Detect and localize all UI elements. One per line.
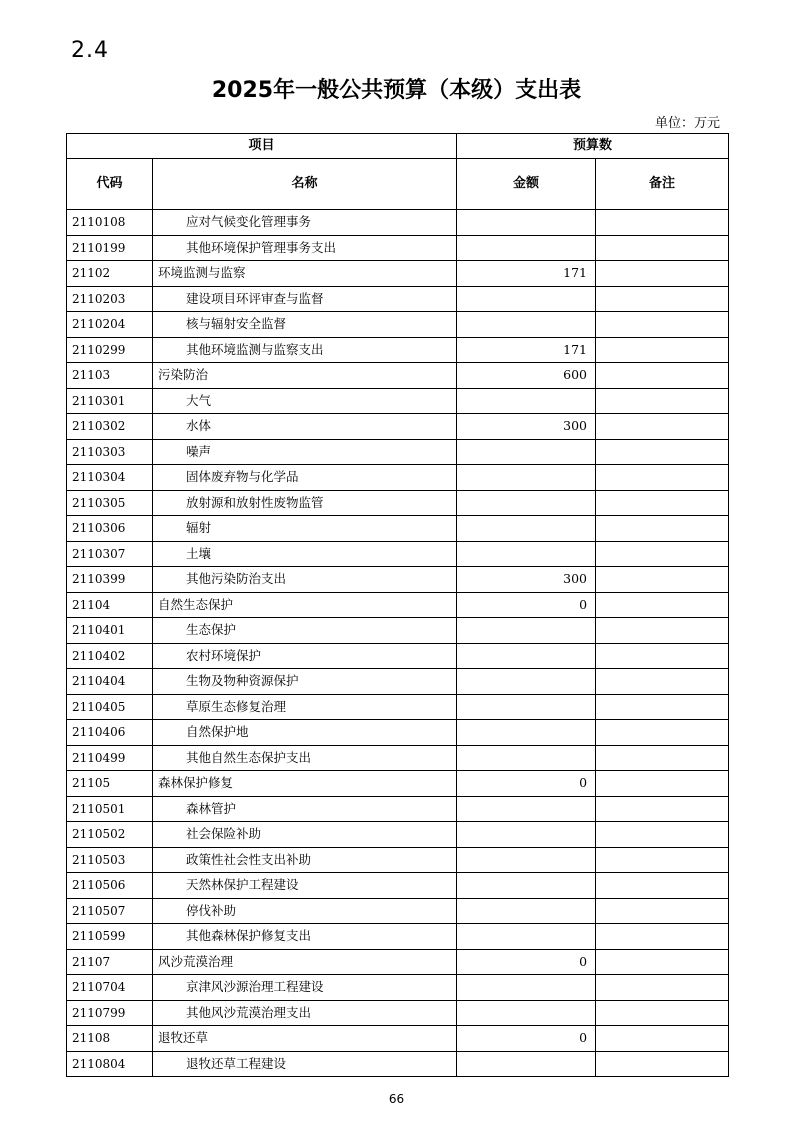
row-code: 2110704 bbox=[67, 975, 153, 1001]
row-name: 其他环境监测与监察支出 bbox=[153, 337, 457, 363]
row-name: 停伐补助 bbox=[153, 898, 457, 924]
row-code: 2110506 bbox=[67, 873, 153, 899]
row-amount bbox=[457, 388, 596, 414]
row-code: 2110108 bbox=[67, 210, 153, 236]
row-name: 自然生态保护 bbox=[153, 592, 457, 618]
row-amount bbox=[457, 847, 596, 873]
row-note bbox=[596, 286, 729, 312]
row-note bbox=[596, 822, 729, 848]
header-amount: 金额 bbox=[457, 159, 596, 210]
row-note bbox=[596, 898, 729, 924]
row-note bbox=[596, 924, 729, 950]
row-code: 21103 bbox=[67, 363, 153, 389]
page-number: 66 bbox=[388, 1092, 405, 1106]
section-number: 2.4 bbox=[71, 38, 109, 63]
row-amount: 171 bbox=[457, 337, 596, 363]
row-amount bbox=[457, 439, 596, 465]
table-row bbox=[67, 898, 729, 924]
row-note bbox=[596, 261, 729, 287]
row-name: 京津风沙源治理工程建设 bbox=[153, 975, 457, 1001]
row-name: 其他森林保护修复支出 bbox=[153, 924, 457, 950]
header-row-sub bbox=[67, 159, 729, 210]
row-name: 草原生态修复治理 bbox=[153, 694, 457, 720]
row-code: 21104 bbox=[67, 592, 153, 618]
row-name: 风沙荒漠治理 bbox=[153, 949, 457, 975]
row-name: 政策性社会性支出补助 bbox=[153, 847, 457, 873]
header-name: 名称 bbox=[153, 159, 457, 210]
row-note bbox=[596, 745, 729, 771]
budget-table bbox=[66, 133, 729, 1077]
table-row bbox=[67, 592, 729, 618]
row-amount: 171 bbox=[457, 261, 596, 287]
table-row bbox=[67, 312, 729, 338]
row-name: 噪声 bbox=[153, 439, 457, 465]
row-note bbox=[596, 592, 729, 618]
row-code: 21108 bbox=[67, 1026, 153, 1052]
row-amount bbox=[457, 286, 596, 312]
row-code: 2110304 bbox=[67, 465, 153, 491]
row-note bbox=[596, 439, 729, 465]
row-code: 2110501 bbox=[67, 796, 153, 822]
row-amount bbox=[457, 898, 596, 924]
row-note bbox=[596, 337, 729, 363]
table-row bbox=[67, 720, 729, 746]
row-amount bbox=[457, 975, 596, 1001]
row-name: 社会保险补助 bbox=[153, 822, 457, 848]
row-amount bbox=[457, 822, 596, 848]
row-amount bbox=[457, 745, 596, 771]
row-amount bbox=[457, 541, 596, 567]
table-body bbox=[67, 210, 729, 1077]
row-note bbox=[596, 516, 729, 542]
row-code: 2110503 bbox=[67, 847, 153, 873]
row-amount bbox=[457, 796, 596, 822]
row-code: 21105 bbox=[67, 771, 153, 797]
table-row bbox=[67, 949, 729, 975]
table-row bbox=[67, 618, 729, 644]
row-note bbox=[596, 873, 729, 899]
table-row bbox=[67, 337, 729, 363]
row-note bbox=[596, 235, 729, 261]
row-note bbox=[596, 312, 729, 338]
row-name: 核与辐射安全监督 bbox=[153, 312, 457, 338]
table-row bbox=[67, 771, 729, 797]
row-code: 2110599 bbox=[67, 924, 153, 950]
table-row bbox=[67, 975, 729, 1001]
row-name: 其他污染防治支出 bbox=[153, 567, 457, 593]
row-note bbox=[596, 771, 729, 797]
row-amount bbox=[457, 465, 596, 491]
header-code: 代码 bbox=[67, 159, 153, 210]
row-code: 2110406 bbox=[67, 720, 153, 746]
row-note bbox=[596, 618, 729, 644]
row-name: 建设项目环评审查与监督 bbox=[153, 286, 457, 312]
row-code: 2110399 bbox=[67, 567, 153, 593]
page-title: 2025年一般公共预算（本级）支出表 bbox=[211, 78, 582, 103]
table-row bbox=[67, 210, 729, 236]
row-note bbox=[596, 414, 729, 440]
table-row bbox=[67, 1000, 729, 1026]
row-note bbox=[596, 490, 729, 516]
row-amount bbox=[457, 720, 596, 746]
row-code: 2110199 bbox=[67, 235, 153, 261]
row-amount bbox=[457, 694, 596, 720]
row-name: 天然林保护工程建设 bbox=[153, 873, 457, 899]
row-name: 农村环境保护 bbox=[153, 643, 457, 669]
table-row bbox=[67, 745, 729, 771]
row-name: 污染防治 bbox=[153, 363, 457, 389]
row-name: 其他风沙荒漠治理支出 bbox=[153, 1000, 457, 1026]
row-code: 2110499 bbox=[67, 745, 153, 771]
row-note bbox=[596, 720, 729, 746]
row-name: 土壤 bbox=[153, 541, 457, 567]
row-note bbox=[596, 1000, 729, 1026]
row-name: 大气 bbox=[153, 388, 457, 414]
table-row bbox=[67, 822, 729, 848]
row-amount: 300 bbox=[457, 414, 596, 440]
row-note bbox=[596, 465, 729, 491]
table-row bbox=[67, 873, 729, 899]
row-amount bbox=[457, 490, 596, 516]
row-code: 2110404 bbox=[67, 669, 153, 695]
table-row bbox=[67, 363, 729, 389]
row-note bbox=[596, 210, 729, 236]
row-name: 其他自然生态保护支出 bbox=[153, 745, 457, 771]
table-row bbox=[67, 1026, 729, 1052]
row-amount bbox=[457, 669, 596, 695]
row-amount bbox=[457, 643, 596, 669]
row-note bbox=[596, 541, 729, 567]
row-code: 2110507 bbox=[67, 898, 153, 924]
row-amount: 0 bbox=[457, 592, 596, 618]
row-note bbox=[596, 1051, 729, 1077]
row-code: 2110502 bbox=[67, 822, 153, 848]
row-note bbox=[596, 567, 729, 593]
row-amount bbox=[457, 924, 596, 950]
row-amount bbox=[457, 1051, 596, 1077]
row-code: 2110306 bbox=[67, 516, 153, 542]
row-code: 2110305 bbox=[67, 490, 153, 516]
row-amount: 0 bbox=[457, 949, 596, 975]
row-amount bbox=[457, 235, 596, 261]
table-row bbox=[67, 261, 729, 287]
table-row bbox=[67, 669, 729, 695]
row-name: 森林管护 bbox=[153, 796, 457, 822]
row-note bbox=[596, 949, 729, 975]
row-name: 放射源和放射性废物监管 bbox=[153, 490, 457, 516]
row-name: 环境监测与监察 bbox=[153, 261, 457, 287]
row-amount bbox=[457, 1000, 596, 1026]
row-name: 应对气候变化管理事务 bbox=[153, 210, 457, 236]
row-name: 森林保护修复 bbox=[153, 771, 457, 797]
row-name: 水体 bbox=[153, 414, 457, 440]
row-note bbox=[596, 388, 729, 414]
row-code: 2110299 bbox=[67, 337, 153, 363]
row-amount: 0 bbox=[457, 1026, 596, 1052]
row-code: 2110402 bbox=[67, 643, 153, 669]
row-code: 2110405 bbox=[67, 694, 153, 720]
row-amount: 0 bbox=[457, 771, 596, 797]
row-amount bbox=[457, 210, 596, 236]
table-row bbox=[67, 567, 729, 593]
header-note: 备注 bbox=[596, 159, 729, 210]
row-name: 固体废弃物与化学品 bbox=[153, 465, 457, 491]
row-name: 退牧还草工程建设 bbox=[153, 1051, 457, 1077]
row-amount: 600 bbox=[457, 363, 596, 389]
header-item: 项目 bbox=[67, 134, 457, 159]
row-name: 生态保护 bbox=[153, 618, 457, 644]
row-amount bbox=[457, 873, 596, 899]
row-code: 2110401 bbox=[67, 618, 153, 644]
table-row bbox=[67, 465, 729, 491]
row-amount: 300 bbox=[457, 567, 596, 593]
unit-label: 单位：万元 bbox=[654, 116, 720, 131]
row-name: 辐射 bbox=[153, 516, 457, 542]
table-row bbox=[67, 847, 729, 873]
table-row bbox=[67, 516, 729, 542]
row-name: 自然保护地 bbox=[153, 720, 457, 746]
header-row-top bbox=[67, 134, 729, 159]
row-name: 生物及物种资源保护 bbox=[153, 669, 457, 695]
row-amount bbox=[457, 618, 596, 644]
row-amount bbox=[457, 516, 596, 542]
row-code: 2110203 bbox=[67, 286, 153, 312]
table-row bbox=[67, 388, 729, 414]
row-note bbox=[596, 363, 729, 389]
table-row bbox=[67, 541, 729, 567]
row-name: 其他环境保护管理事务支出 bbox=[153, 235, 457, 261]
row-code: 2110804 bbox=[67, 1051, 153, 1077]
row-code: 2110301 bbox=[67, 388, 153, 414]
row-note bbox=[596, 643, 729, 669]
table-row bbox=[67, 286, 729, 312]
row-note bbox=[596, 669, 729, 695]
row-note bbox=[596, 847, 729, 873]
row-code: 2110302 bbox=[67, 414, 153, 440]
table-row bbox=[67, 796, 729, 822]
table-row bbox=[67, 439, 729, 465]
table-row bbox=[67, 643, 729, 669]
row-note bbox=[596, 796, 729, 822]
table-row bbox=[67, 235, 729, 261]
table-row bbox=[67, 1051, 729, 1077]
row-code: 2110799 bbox=[67, 1000, 153, 1026]
row-note bbox=[596, 975, 729, 1001]
row-code: 2110307 bbox=[67, 541, 153, 567]
row-code: 2110303 bbox=[67, 439, 153, 465]
row-code: 2110204 bbox=[67, 312, 153, 338]
table-row bbox=[67, 694, 729, 720]
row-name: 退牧还草 bbox=[153, 1026, 457, 1052]
row-code: 21102 bbox=[67, 261, 153, 287]
row-note bbox=[596, 1026, 729, 1052]
row-code: 21107 bbox=[67, 949, 153, 975]
row-note bbox=[596, 694, 729, 720]
table-row bbox=[67, 924, 729, 950]
table-row bbox=[67, 490, 729, 516]
header-budget: 预算数 bbox=[457, 134, 729, 159]
table-row bbox=[67, 414, 729, 440]
row-amount bbox=[457, 312, 596, 338]
